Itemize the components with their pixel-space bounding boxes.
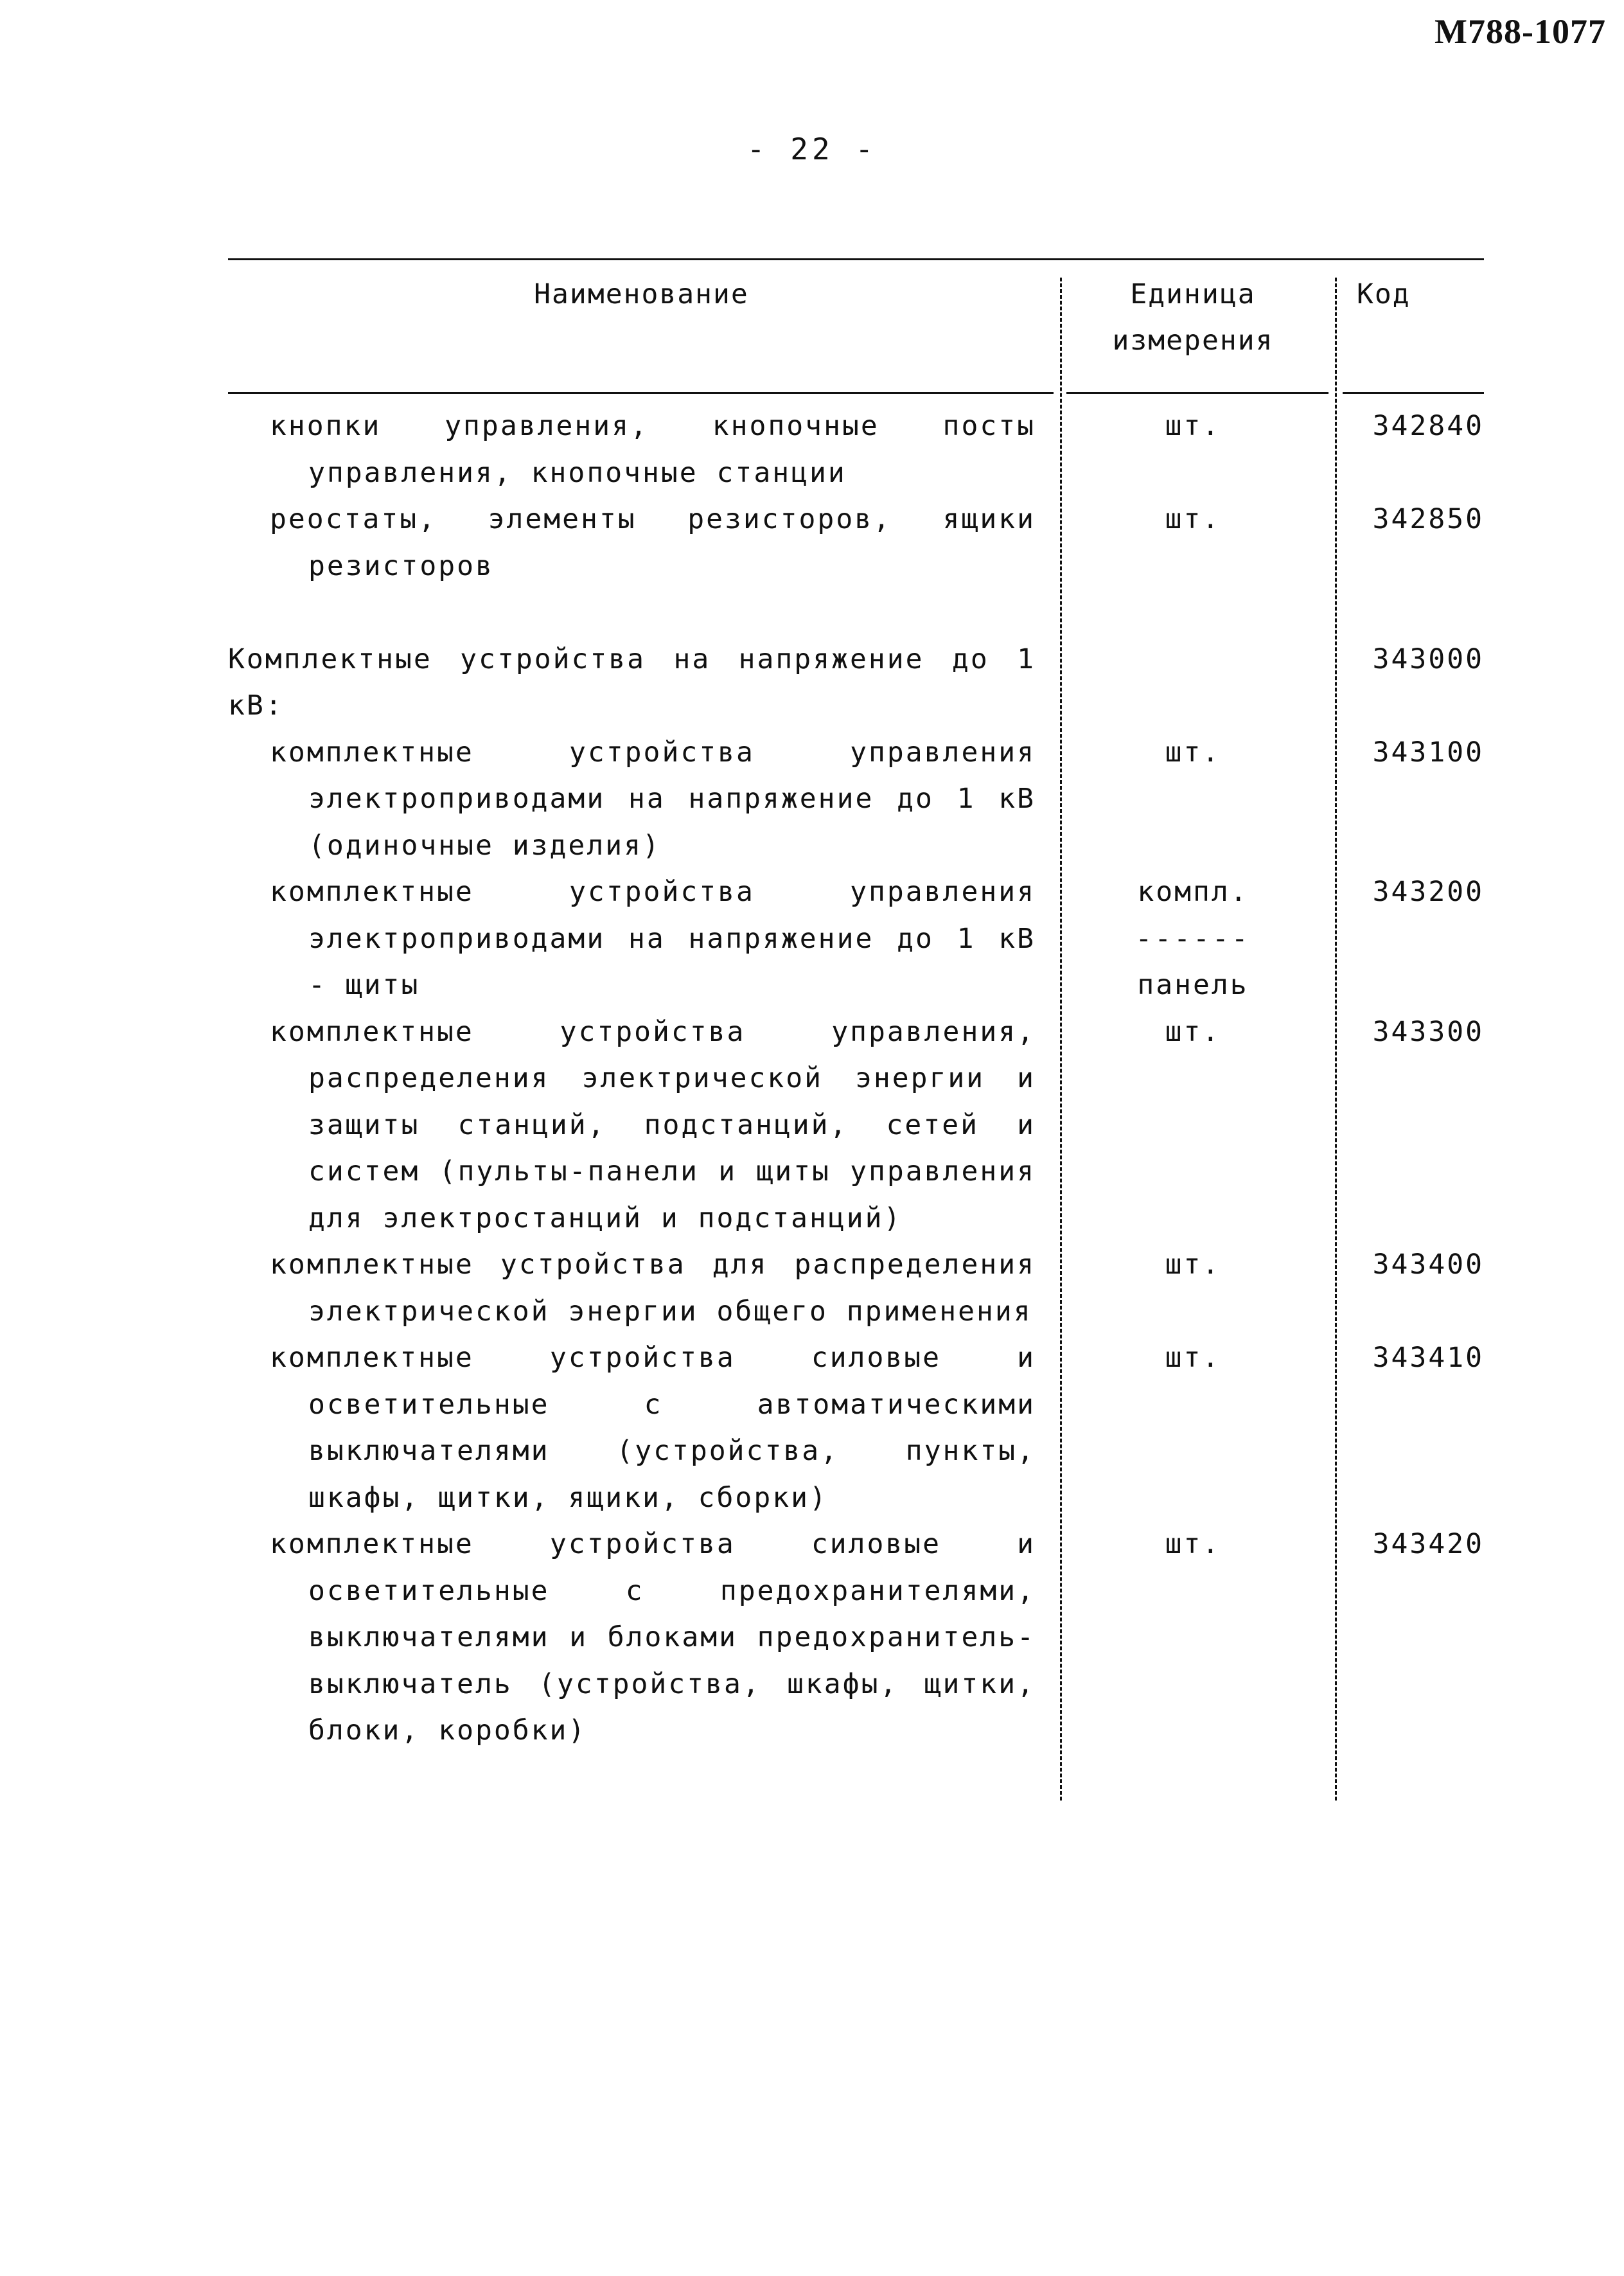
row-unit: шт.: [1165, 736, 1221, 769]
header-unit-line2: измерения: [1112, 325, 1274, 357]
row-name: [228, 496, 1055, 589]
header-code-label: Код: [1357, 278, 1411, 310]
table-row: [228, 1521, 1484, 1754]
page-number: - 22 -: [746, 132, 878, 166]
row-name-text: комплектные устройства силовые и осветительные с предохранителями, выключателями и блоками предохранитель-выключатель (устройства, шкафы, щитки, блоки, коробки): [270, 1528, 1036, 1747]
row-name: [228, 1009, 1055, 1242]
header-unit-line1: Единица: [1130, 278, 1256, 310]
row-name-text: Комплектные устройства на напряжение до 1 кВ:: [228, 643, 1036, 722]
row-code: 342850: [1372, 503, 1484, 535]
row-name: [228, 1335, 1055, 1521]
row-name-text: комплектные устройства для распределения электрической энергии общего применения: [270, 1249, 1036, 1328]
row-code: 343420: [1372, 1528, 1484, 1560]
row-name: [228, 1521, 1055, 1754]
table-row: [228, 403, 1484, 496]
header-rule-code: [1343, 392, 1484, 394]
row-code: 343410: [1372, 1342, 1484, 1374]
table-row: [228, 496, 1484, 589]
row-unit-separator: ------: [1135, 922, 1251, 955]
row-unit: шт.: [1165, 1249, 1221, 1281]
row-code: 343300: [1372, 1015, 1484, 1048]
header-name: [228, 271, 1055, 317]
row-name: [228, 403, 1055, 496]
row-unit: [1055, 869, 1331, 1009]
row-unit: шт.: [1165, 1528, 1221, 1560]
row-name-text: комплектные устройства управления электроприводами на напряжение до 1 кВ - щиты: [270, 876, 1036, 1001]
row-unit: шт.: [1165, 1015, 1221, 1048]
header-unit: [1055, 271, 1331, 364]
row-unit-primary: компл.: [1137, 876, 1249, 908]
table-body: [228, 403, 1484, 1754]
table-row: [228, 869, 1484, 1009]
table-row: [228, 636, 1484, 729]
row-unit-alt: панель: [1137, 969, 1249, 1001]
table-row: [228, 1009, 1484, 1242]
row-code: 343100: [1372, 736, 1484, 769]
row-unit: шт.: [1165, 503, 1221, 535]
row-name: [228, 1241, 1055, 1335]
table-row: [228, 729, 1484, 869]
header-rule-name: [228, 392, 1054, 394]
row-name-text: реостаты, элементы резисторов, ящики резисторов: [270, 503, 1036, 582]
table-row: [228, 1241, 1484, 1335]
row-code: 343000: [1372, 643, 1484, 675]
header-code: [1331, 271, 1484, 317]
row-code: 343400: [1372, 1249, 1484, 1281]
row-name-text: комплектные устройства силовые и осветительные с автоматическими выключателями (устройства, пункты, шкафы, щитки, ящики, сборки): [270, 1342, 1036, 1514]
row-code: 342840: [1372, 410, 1484, 442]
row-name-text: комплектные устройства управления электроприводами на напряжение до 1 кВ (одиночные изделия): [270, 736, 1036, 862]
document-id: М788-1077: [1434, 12, 1606, 51]
header-rule-unit: [1066, 392, 1328, 394]
header-name-label: Наименование: [534, 278, 749, 310]
table-top-rule: [228, 258, 1484, 260]
row-unit: шт.: [1165, 1342, 1221, 1374]
row-unit: шт.: [1165, 410, 1221, 442]
row-name: [228, 729, 1055, 869]
row-name-text: комплектные устройства управления, распределения электрической энергии и защиты станций, подстанций, сетей и систем (пульты-панели и щиты управления для электростанций и подстанций): [270, 1015, 1036, 1234]
table-row: [228, 1335, 1484, 1521]
row-code: 343200: [1372, 876, 1484, 908]
row-name: [228, 869, 1055, 1009]
row-name: [228, 636, 1055, 729]
row-name-text: кнопки управления, кнопочные посты управления, кнопочные станции: [270, 410, 1036, 489]
row-spacer: [228, 589, 1484, 636]
